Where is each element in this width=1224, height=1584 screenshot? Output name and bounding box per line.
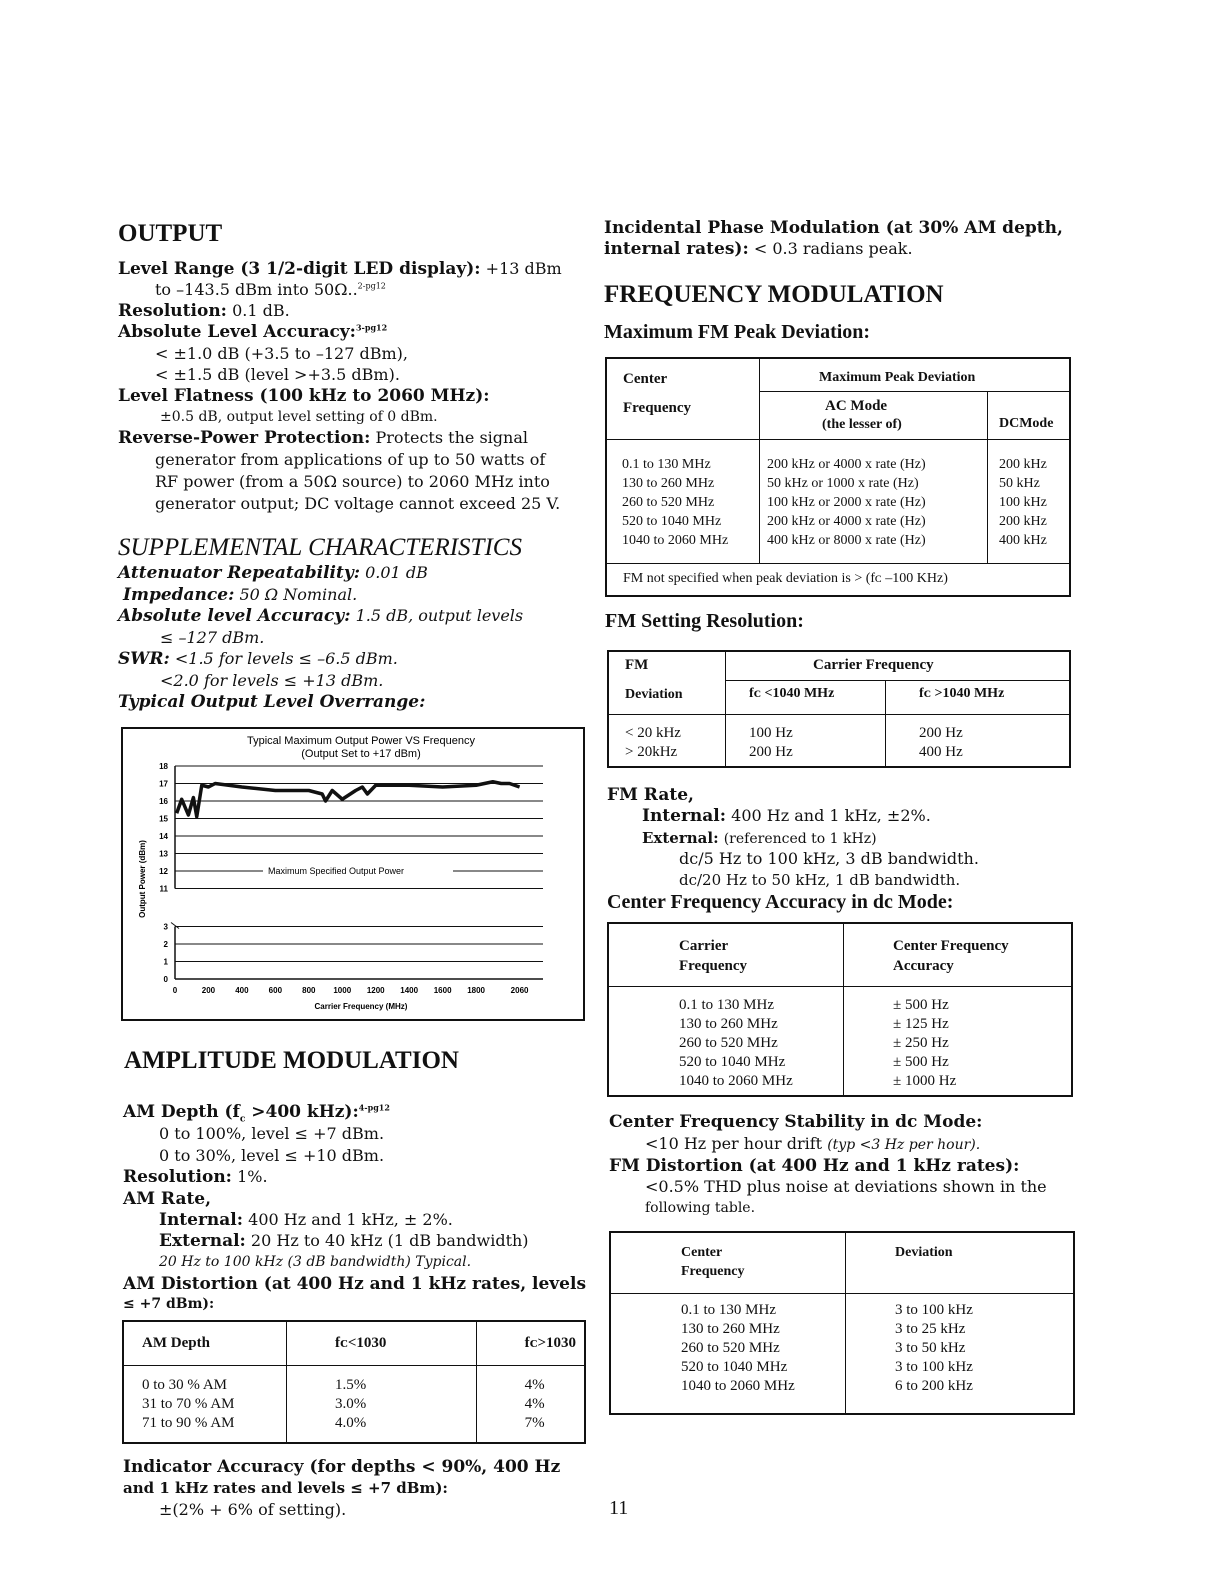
abs-supp-label: Absolute level Accuracy: — [118, 606, 351, 626]
dev-note: FM not specified when peak deviation is > (fᴄ –100 KHz) — [623, 571, 948, 586]
atten-value: 0.01 dB — [365, 563, 428, 582]
rpp-line4: generator output; DC voltage cannot exceed 25 V. — [155, 494, 561, 513]
cfa-acc-col: ± 500 Hz ± 125 Hz ± 250 Hz ± 500 Hz ± 1000 Hz — [893, 997, 957, 1089]
chart-y-tick-label: 15 — [159, 814, 168, 824]
am-distortion-table — [122, 1320, 586, 1444]
chart-x-tick-label: 1200 — [366, 986, 385, 995]
am-internal-label: Internal: — [159, 1210, 244, 1230]
impedance-value: 50 Ω Nominal. — [239, 585, 358, 604]
res-h-gt: fᴄ >1040 MHz — [919, 686, 1005, 701]
chart-x-tick-label: 400 — [235, 986, 249, 995]
am-distortion-label: AM Distortion (at 400 Hz and 1 kHz rates, levels — [123, 1274, 587, 1294]
fm-dist-table — [609, 1231, 1075, 1415]
chart-title: Typical Maximum Output Power VS Frequency — [246, 735, 476, 747]
fm-heading: FREQUENCY MODULATION — [604, 281, 944, 308]
flatness-label: Level Flatness (100 kHz to 2060 MHz): — [118, 386, 490, 406]
am-resolution-value: 1%. — [237, 1167, 268, 1186]
dev-dc-col: 200 kHz 50 kHz 100 kHz 200 kHz 400 kHz — [999, 457, 1047, 548]
atten-repeat — [118, 563, 428, 583]
cfa-table — [607, 922, 1073, 1097]
level-range-value: +13 dBm — [485, 259, 562, 278]
fm-setting-res-heading: FM Setting Resolution: — [605, 610, 804, 632]
fm-dist-value2: following table. — [645, 1200, 756, 1216]
am-dist-h1: AM Depth — [123, 1321, 287, 1365]
am-dist-h3: fᴄ>1030 — [476, 1321, 585, 1365]
fm-external-value: (referenced to 1 kHz) — [723, 831, 877, 847]
cfa-h2: Center Frequency — [893, 938, 1009, 954]
res-h-lt: fᴄ <1040 MHz — [749, 686, 835, 701]
output-heading: OUTPUT — [118, 220, 223, 247]
rpp-value: Protects the signal — [375, 428, 528, 447]
max-dev-heading: Maximum FM Peak Deviation: — [604, 321, 871, 343]
am-rate-label: AM Rate, — [123, 1189, 212, 1209]
swr-line2: <2.0 for levels ≤ +13 dBm. — [160, 671, 384, 690]
abs-level-acc-supp — [118, 606, 523, 626]
am-resolution-label: Resolution: — [123, 1167, 232, 1187]
fmd-h1: Center — [681, 1245, 723, 1260]
chart-y-tick-label: 0 — [163, 975, 168, 984]
chart-xlabel: Carrier Frequency (MHz) — [314, 1002, 408, 1011]
chart-x-tick-label: 800 — [302, 986, 316, 995]
chart-x-tick-label: 600 — [268, 986, 283, 995]
chart-y-tick-label: 17 — [159, 779, 168, 789]
dev-h-dc: DCMode — [999, 416, 1054, 431]
swr-label: SWR: — [118, 649, 170, 669]
chart-annotation: Maximum Specified Output Power — [268, 866, 405, 876]
level-range-label: Level Range (3 1/2-digit LED display): — [118, 259, 481, 279]
fmd-h1b: Frequency — [681, 1264, 745, 1279]
level-range-ref: 2-pg12 — [357, 281, 386, 291]
chart-y-tick-label: 18 — [159, 762, 168, 771]
chart-y-tick-label: 13 — [159, 849, 168, 859]
chart-x-tick-label: 1400 — [400, 986, 419, 995]
am-internal-value: 400 Hz and 1 kHz, ± 2%. — [248, 1210, 453, 1229]
abs-supp-line2: ≤ –127 dBm. — [160, 628, 265, 647]
am-external-label: External: — [159, 1231, 246, 1251]
fm-internal — [642, 806, 931, 826]
resolution — [118, 301, 290, 321]
chart-x-tick-label: 2060 — [510, 986, 529, 995]
cfa-h1b: Frequency — [679, 958, 748, 974]
flatness-value: ±0.5 dB, output level setting of 0 dBm. — [160, 409, 438, 425]
dev-h-center: Center — [623, 371, 668, 387]
rpp-line3: RF power (from a 50Ω source) to 2060 MHz into — [155, 472, 550, 491]
cfa-h1: Carrier — [679, 938, 729, 954]
chart-x-tick-label: 200 — [201, 986, 216, 995]
dev-h-max: Maximum Peak Deviation — [819, 370, 976, 385]
fm-internal-value: 400 Hz and 1 kHz, ±2%. — [731, 806, 931, 825]
chart-y-tick-label: 14 — [159, 832, 168, 841]
am-dist-col3: 4% 4% 7% — [476, 1365, 585, 1443]
abs-level-accuracy-label: Absolute Level Accuracy:$^{3-pg12}$ — [118, 322, 388, 342]
am-dist-h2: fᴄ<1030 — [287, 1321, 477, 1365]
fm-internal-label: Internal: — [642, 806, 727, 826]
ipm-label: Incidental Phase Modulation (at 30% AM depth, — [604, 218, 1063, 238]
swr-value: <1.5 for levels ≤ –6.5 dBm. — [174, 649, 398, 668]
fm-dist-value: <0.5% THD plus noise at deviations shown in the — [645, 1177, 1047, 1196]
fm-external-label: External: — [642, 829, 719, 847]
am-resolution — [123, 1167, 268, 1187]
impedance-label: Impedance: — [123, 585, 235, 605]
chart-y-tick-label: 2 — [163, 940, 168, 949]
dev-h-ac: AC Mode — [825, 398, 888, 414]
stab — [645, 1134, 980, 1153]
chart-y-tick-label: 16 — [159, 797, 168, 806]
chart-x-tick-label: 1600 — [433, 986, 452, 995]
ipm — [604, 239, 913, 259]
fm-dist-label: FM Distortion (at 400 Hz and 1 kHz rates): — [609, 1156, 1020, 1176]
fm-ext-line1: dc/5 Hz to 100 kHz, 3 dB bandwidth. — [679, 849, 979, 868]
swr — [118, 649, 398, 669]
am-dist-col1: 0 to 30 % AM 31 to 70 % AM 71 to 90 % AM — [123, 1365, 287, 1443]
am-internal — [159, 1210, 453, 1230]
indicator-value: ±(2% + 6% of setting). — [159, 1500, 347, 1519]
res-dev-col: < 20 kHz > 20kHz — [625, 725, 681, 760]
abs-acc-ref: 3-pg12 — [355, 322, 388, 333]
cfa-heading: Center Frequency Accuracy in dc Mode: — [607, 891, 954, 913]
fm-external — [642, 828, 877, 847]
rpp-label: Reverse-Power Protection: — [118, 428, 371, 448]
am-external — [159, 1231, 529, 1251]
chart-y-tick-label: 3 — [163, 922, 168, 932]
overrange-chart-frame — [121, 727, 585, 1021]
impedance — [123, 585, 357, 605]
am-depth-label: AM Depth ($f_c >400$ kHz):$^{4-pg12}$ — [123, 1102, 390, 1125]
am-external-value: 20 Hz to 40 kHz (1 dB bandwidth) — [250, 1231, 529, 1250]
stab-label: Center Frequency Stability in dc Mode: — [609, 1112, 983, 1132]
abs-acc-line2: < ±1.5 dB (level >+3.5 dBm). — [155, 365, 400, 384]
rpp-line2: generator from applications of up to 50 watts of — [155, 450, 546, 469]
chart-subtitle: (Output Set to +17 dBm) — [301, 748, 421, 760]
dev-h-ac2: (the lesser of) — [822, 417, 902, 432]
supplemental-heading: SUPPLEMENTAL CHARACTERISTICS — [118, 534, 522, 561]
resolution-label: Resolution: — [118, 301, 227, 321]
stab-typ: (typ <3 Hz per hour). — [827, 1137, 981, 1153]
chart-x-tick-label: 1800 — [467, 986, 485, 995]
am-dist-col2: 1.5% 3.0% 4.0% — [287, 1365, 477, 1443]
res-h-carrier: Carrier Frequency — [813, 657, 934, 673]
indicator-label2: and 1 kHz rates and levels ≤ +7 dBm): — [123, 1479, 448, 1497]
res-lt-col: 100 Hz 200 Hz — [749, 725, 793, 760]
am-external-typ: 20 Hz to 100 kHz (3 dB bandwidth) Typical. — [159, 1254, 472, 1270]
dev-h-frequency: Frequency — [623, 400, 692, 416]
res-h-dev: Deviation — [625, 687, 683, 702]
overrange-chart — [123, 729, 583, 1019]
ipm-value: < 0.3 radians peak. — [753, 239, 913, 258]
cfa-h2b: Accuracy — [893, 958, 954, 974]
fm-rate-label: FM Rate, — [607, 785, 694, 805]
fm-deviation-table — [605, 357, 1071, 597]
chart-series-line — [177, 782, 520, 817]
dev-ac-col: 200 kHz or 4000 x rate (Hz) 50 kHz or 1000 x rate (Hz) 100 kHz or 2000 x rate (Hz) 200 kHz or 4000 x rate (Hz) 400 kHz or 8000 x rate (Hz) — [767, 457, 926, 548]
fmd-dev-col: 3 to 100 kHz 3 to 25 kHz 3 to 50 kHz 3 to 100 kHz 6 to 200 kHz — [895, 1302, 973, 1394]
fm-ext-line2: dc/20 Hz to 50 kHz, 1 dB bandwidth. — [679, 871, 961, 889]
am-distortion-label2: ≤ +7 dBm): — [123, 1296, 215, 1312]
am-depth-line2: 0 to 30%, level ≤ +10 dBm. — [159, 1146, 385, 1165]
res-gt-col: 200 Hz 400 Hz — [919, 725, 963, 760]
abs-supp-value: 1.5 dB, output levels — [355, 606, 524, 625]
am-depth-line1: 0 to 100%, level ≤ +7 dBm. — [159, 1124, 385, 1143]
fm-res-table — [607, 650, 1071, 768]
chart-y-tick-label: 12 — [159, 867, 168, 876]
level-range — [118, 259, 562, 279]
chart-y-tick-label: 11 — [159, 884, 168, 894]
abs-acc-line1: < ±1.0 dB (+3.5 to –127 dBm), — [155, 344, 408, 363]
atten-label: Attenuator Repeatability: — [118, 563, 361, 583]
chart-ylabel: Output Power (dBm) — [138, 840, 147, 918]
chart-x-tick-label: 0 — [172, 986, 178, 995]
am-depth-ref: 4-pg12 — [358, 1102, 390, 1113]
stab-value: <10 Hz per hour drift — [645, 1134, 823, 1153]
ipm-label2: internal rates): — [604, 239, 749, 259]
fmd-h2: Deviation — [895, 1245, 953, 1260]
fmd-freq-col: 0.1 to 130 MHz 130 to 260 MHz 260 to 520 MHz 520 to 1040 MHz 1040 to 2060 MHz — [681, 1302, 795, 1394]
page-number: 11 — [609, 1497, 629, 1519]
chart-x-tick-label: 1000 — [333, 986, 352, 995]
overrange-label: Typical Output Level Overrange: — [118, 692, 426, 712]
chart-y-tick-label: 1 — [163, 957, 168, 967]
cfa-freq-col: 0.1 to 130 MHz 130 to 260 MHz 260 to 520 MHz 520 to 1040 MHz 1040 to 2060 MHz — [679, 997, 793, 1089]
level-range-cont: to –143.5 dBm into 50Ω..$^{2-pg12}$ — [155, 280, 386, 299]
resolution-value: 0.1 dB. — [232, 301, 290, 320]
dev-freq-col: 0.1 to 130 MHz 130 to 260 MHz 260 to 520 MHz 520 to 1040 MHz 1040 to 2060 MHz — [622, 457, 729, 548]
res-h-fm: FM — [625, 657, 649, 673]
indicator-label: Indicator Accuracy (for depths < 90%, 400 Hz — [123, 1457, 561, 1477]
rpp — [118, 428, 528, 448]
am-heading: AMPLITUDE MODULATION — [124, 1047, 459, 1074]
